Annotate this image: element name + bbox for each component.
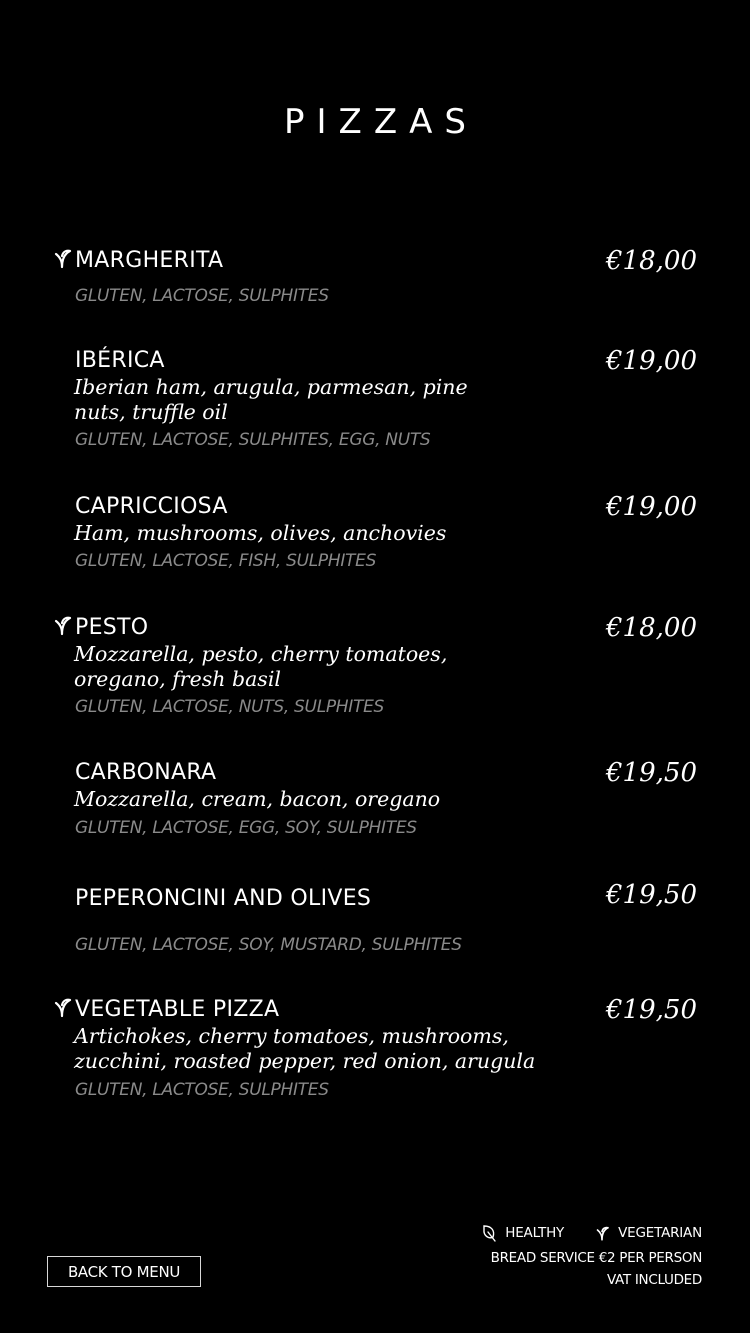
legend xyxy=(481,1224,702,1242)
item-name: VEGETABLE PIZZA xyxy=(75,997,280,1022)
item-name: PESTO xyxy=(75,615,149,640)
item-description: Mozzarella, pesto, cherry tomatoes, oregano, fresh basil xyxy=(74,642,448,691)
item-price: €19,50 xyxy=(606,758,697,788)
item-description: Artichokes, cherry tomatoes, mushrooms, zucchini, roasted pepper, red onion, arugula xyxy=(74,1024,536,1073)
sprout-icon xyxy=(594,1224,610,1242)
vat-note: VAT INCLUDED xyxy=(606,1272,702,1288)
item-allergens: GLUTEN, LACTOSE, SULPHITES, EGG, NUTS xyxy=(75,430,431,450)
item-name: PEPERONCINI AND OLIVES xyxy=(75,886,372,911)
item-allergens: GLUTEN, LACTOSE, NUTS, SULPHITES xyxy=(75,697,385,717)
vegetarian-sprout-icon xyxy=(52,613,72,637)
back-to-menu-button[interactable]: BACK TO MENU xyxy=(47,1256,201,1287)
item-name: IBÉRICA xyxy=(75,348,165,373)
legend-healthy-label: HEALTHY xyxy=(505,1225,565,1241)
item-allergens: GLUTEN, LACTOSE, SOY, MUSTARD, SULPHITES xyxy=(75,935,462,955)
item-name: CAPRICCIOSA xyxy=(75,494,228,519)
item-description: Mozzarella, cream, bacon, oregano xyxy=(74,787,441,811)
legend-vegetarian-label: VEGETARIAN xyxy=(618,1225,702,1241)
item-allergens: GLUTEN, LACTOSE, EGG, SOY, SULPHITES xyxy=(75,818,417,838)
bread-service-note: BREAD SERVICE €2 PER PERSON xyxy=(490,1250,702,1266)
item-name: MARGHERITA xyxy=(75,248,224,273)
item-price: €19,50 xyxy=(606,880,697,910)
item-description: Ham, mushrooms, olives, anchovies xyxy=(74,521,447,545)
item-allergens: GLUTEN, LACTOSE, SULPHITES xyxy=(75,1080,329,1100)
vegetarian-sprout-icon xyxy=(52,995,72,1019)
item-price: €18,00 xyxy=(606,246,697,276)
item-price: €19,00 xyxy=(606,492,697,522)
leaf-icon xyxy=(481,1224,497,1242)
item-name: CARBONARA xyxy=(75,760,217,785)
item-price: €19,00 xyxy=(606,346,697,376)
item-description: Iberian ham, arugula, parmesan, pine nuts, truffle oil xyxy=(74,375,468,424)
page-title: PIZZAS xyxy=(284,102,478,142)
item-allergens: GLUTEN, LACTOSE, FISH, SULPHITES xyxy=(75,551,377,571)
item-price: €18,00 xyxy=(606,613,697,643)
item-allergens: GLUTEN, LACTOSE, SULPHITES xyxy=(75,286,329,306)
item-price: €19,50 xyxy=(606,995,697,1025)
vegetarian-sprout-icon xyxy=(52,246,72,270)
